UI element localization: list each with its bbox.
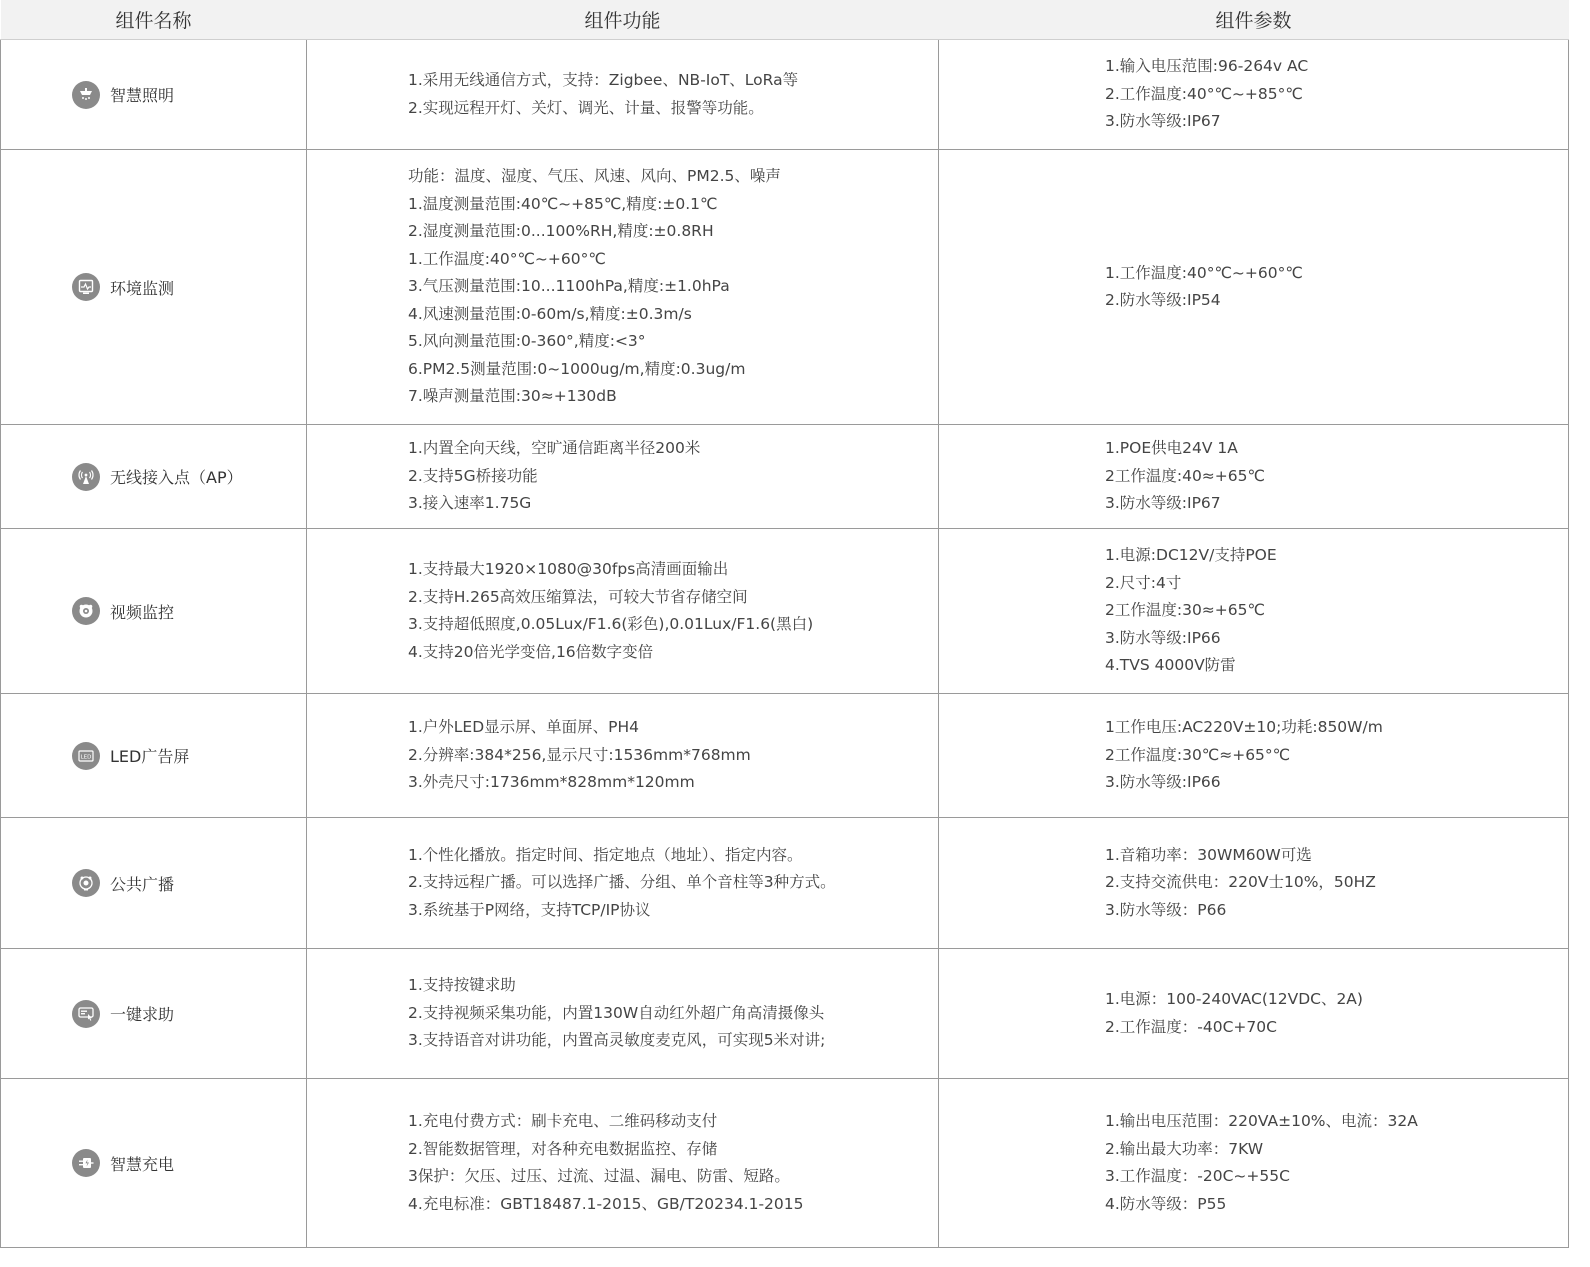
table-row: [1, 1079, 1569, 1248]
function-line: 功能：温度、湿度、气压、风速、风向、PM2.5、噪声: [408, 167, 781, 186]
param-line: 2工作温度:30≈+65℃: [1105, 601, 1265, 620]
wireless-antenna-icon: [72, 463, 100, 491]
function-line: 1.支持按键求助: [408, 976, 516, 995]
param-line: 2.防水等级:IP54: [1105, 291, 1221, 309]
function-line: 5.风向测量范围:0-360°,精度:<3°: [408, 332, 646, 351]
component-name-cell: [1, 694, 307, 818]
component-name: 公共广播: [110, 874, 175, 894]
function-line: 1.支持最大1920×1080@30fps高清画面输出: [408, 560, 729, 578]
param-line: 2.工作温度:40°℃~+85°℃: [1105, 84, 1303, 103]
component-params-cell: [939, 818, 1569, 949]
param-line: 3.防水等级:IP67: [1105, 112, 1221, 131]
param-line: 2.尺寸:4寸: [1105, 573, 1182, 592]
component-params-cell: [939, 529, 1569, 694]
camera-icon: [72, 597, 100, 625]
param-line: 3.工作温度：-20C~+55C: [1105, 1167, 1290, 1185]
component-function-cell: [307, 529, 939, 694]
param-line: 1工作电压:AC220V±10;功耗:850W/m: [1105, 718, 1383, 737]
header-component-params: 组件参数: [939, 0, 1569, 40]
function-line: 3.外壳尺寸:1736mm*828mm*120mm: [408, 773, 695, 792]
function-line: 3.接入速率1.75G: [408, 494, 532, 513]
header-component-name: 组件名称: [1, 0, 307, 40]
street-lamp-icon: [72, 81, 100, 109]
param-line: 1.音箱功率：30WM60W可选: [1105, 845, 1312, 864]
param-line: 2.输出最大功率：7KW: [1105, 1139, 1264, 1158]
param-line: 3.防水等级：P66: [1105, 900, 1227, 919]
param-line: 4.TVS 4000V防雷: [1105, 656, 1236, 675]
table-row: [1, 818, 1569, 949]
component-name: 一键求助: [110, 1005, 175, 1024]
component-params-cell: [939, 150, 1569, 425]
component-name-cell: [1, 949, 307, 1079]
table-row: [1, 694, 1569, 818]
help-button-icon: [72, 1000, 100, 1028]
component-name: 智慧充电: [110, 1154, 175, 1174]
component-params-cell: [939, 425, 1569, 529]
component-function-cell: [307, 694, 939, 818]
function-line: 4.充电标准：GBT18487.1-2015、GB/T20234.1-2015: [408, 1194, 804, 1213]
led-screen-icon: [72, 742, 100, 770]
function-line: 3保护：欠压、过压、过流、过温、漏电、防雷、短路。: [408, 1167, 790, 1185]
function-line: 2.支持H.265高效压缩算法，可较大节省存储空间: [408, 587, 748, 606]
monitor-chart-icon: [72, 273, 100, 301]
function-line: 1.采用无线通信方式，支持：Zigbee、NB-IoT、LoRa等: [408, 71, 799, 89]
param-line: 1.POE供电24V 1A: [1105, 439, 1238, 458]
component-function-cell: [307, 425, 939, 529]
table-row: [1, 949, 1569, 1079]
table-row: [1, 425, 1569, 529]
function-line: 1.内置全向天线，空旷通信距离半径200米: [408, 439, 701, 458]
function-line: 3.系统基于P网络，支持TCP/IP协议: [408, 900, 651, 919]
component-name: 智慧照明: [110, 86, 175, 105]
function-line: 7.噪声测量范围:30≈+130dB: [408, 387, 617, 406]
component-function-cell: [307, 818, 939, 949]
function-line: 3.支持超低照度,0.05Lux/F1.6(彩色),0.01Lux/F1.6(黑白): [408, 615, 814, 633]
table-row: [1, 529, 1569, 694]
component-params-cell: [939, 1079, 1569, 1248]
param-line: 2工作温度:30℃≈+65°℃: [1105, 745, 1291, 764]
component-name-cell: [1, 1079, 307, 1248]
function-line: 3.气压测量范围:10...1100hPa,精度:±1.0hPa: [408, 277, 730, 296]
function-line: 1.个性化播放。指定时间、指定地点（地址）、指定内容。: [408, 845, 803, 864]
function-line: 2.湿度测量范围:0...100%RH,精度:±0.8RH: [408, 222, 714, 241]
param-line: 3.防水等级:IP66: [1105, 773, 1221, 792]
param-line: 1.电源：100-240VAC(12VDC、2A): [1105, 990, 1363, 1008]
table-row: [1, 40, 1569, 150]
param-line: 3.防水等级:IP66: [1105, 628, 1221, 647]
function-line: 2.智能数据管理，对各种充电数据监控、存储: [408, 1139, 718, 1158]
function-line: 4.支持20倍光学变倍,16倍数字变倍: [408, 642, 654, 661]
function-line: 2.支持5G桥接功能: [408, 466, 538, 485]
component-params-cell: [939, 949, 1569, 1079]
table-row: [1, 150, 1569, 425]
component-name-cell: [1, 818, 307, 949]
param-line: 4.防水等级：P55: [1105, 1194, 1227, 1213]
component-function-cell: [307, 40, 939, 150]
component-function-cell: [307, 1079, 939, 1248]
param-line: 1.输入电压范围:96-264ⅴ AC: [1105, 57, 1309, 76]
header-component-function: 组件功能: [307, 0, 939, 40]
component-name: 无线接入点（AP）: [110, 468, 243, 487]
table-header-row: [1, 0, 1569, 40]
speaker-icon: [72, 869, 100, 897]
param-line: 1.输出电压范围：220VA±10%、电流：32A: [1105, 1112, 1418, 1130]
function-line: 4.风速测量范围:0-60m/s,精度:±0.3m/s: [408, 304, 692, 323]
component-name-cell: [1, 40, 307, 150]
param-line: 3.防水等级:IP67: [1105, 494, 1221, 513]
component-function-cell: [307, 949, 939, 1079]
function-line: 2.支持视频采集功能，内置130W自动红外超广角高清摄像头: [408, 1003, 825, 1022]
component-params-cell: [939, 40, 1569, 150]
component-name-cell: [1, 150, 307, 425]
param-line: 2.支持交流供电：220V士10%，50HZ: [1105, 873, 1376, 892]
param-line: 1.电源:DC12V/支持POE: [1105, 546, 1277, 565]
function-line: 1.户外LED显示屏、单面屏、PH4: [408, 718, 640, 737]
function-line: 3.支持语音对讲功能，内置高灵敏度麦克风，可实现5米对讲;: [408, 1031, 826, 1050]
component-name: 环境监测: [110, 278, 175, 298]
function-line: 2.分辨率:384*256,显示尺寸:1536mm*768mm: [408, 745, 751, 764]
charging-plug-icon: [72, 1149, 100, 1177]
function-line: 2.支持远程广播。可以选择广播、分组、单个音柱等3种方式。: [408, 873, 836, 892]
param-line: 2.工作温度：-40C+70C: [1105, 1017, 1277, 1036]
component-params-cell: [939, 694, 1569, 818]
component-name: LED广告屏: [110, 747, 190, 766]
function-line: 1.工作温度:40°℃~+60°℃: [408, 249, 606, 268]
led-icon-label: LED: [80, 754, 92, 760]
component-name-cell: [1, 529, 307, 694]
function-line: 1.温度测量范围:40℃~+85℃,精度:±0.1℃: [408, 194, 718, 213]
component-name: 视频监控: [110, 602, 175, 622]
param-line: 2工作温度:40≈+65℃: [1105, 466, 1265, 485]
component-name-cell: [1, 425, 307, 529]
param-line: 1.工作温度:40°℃~+60°℃: [1105, 263, 1303, 282]
component-function-cell: [307, 150, 939, 425]
function-line: 6.PM2.5测量范围:0~1000ug/m,精度:0.3ug/m: [408, 359, 746, 378]
function-line: 1.充电付费方式：刷卡充电、二维码移动支付: [408, 1112, 718, 1130]
function-line: 2.实现远程开灯、关灯、调光、计量、报警等功能。: [408, 98, 764, 117]
